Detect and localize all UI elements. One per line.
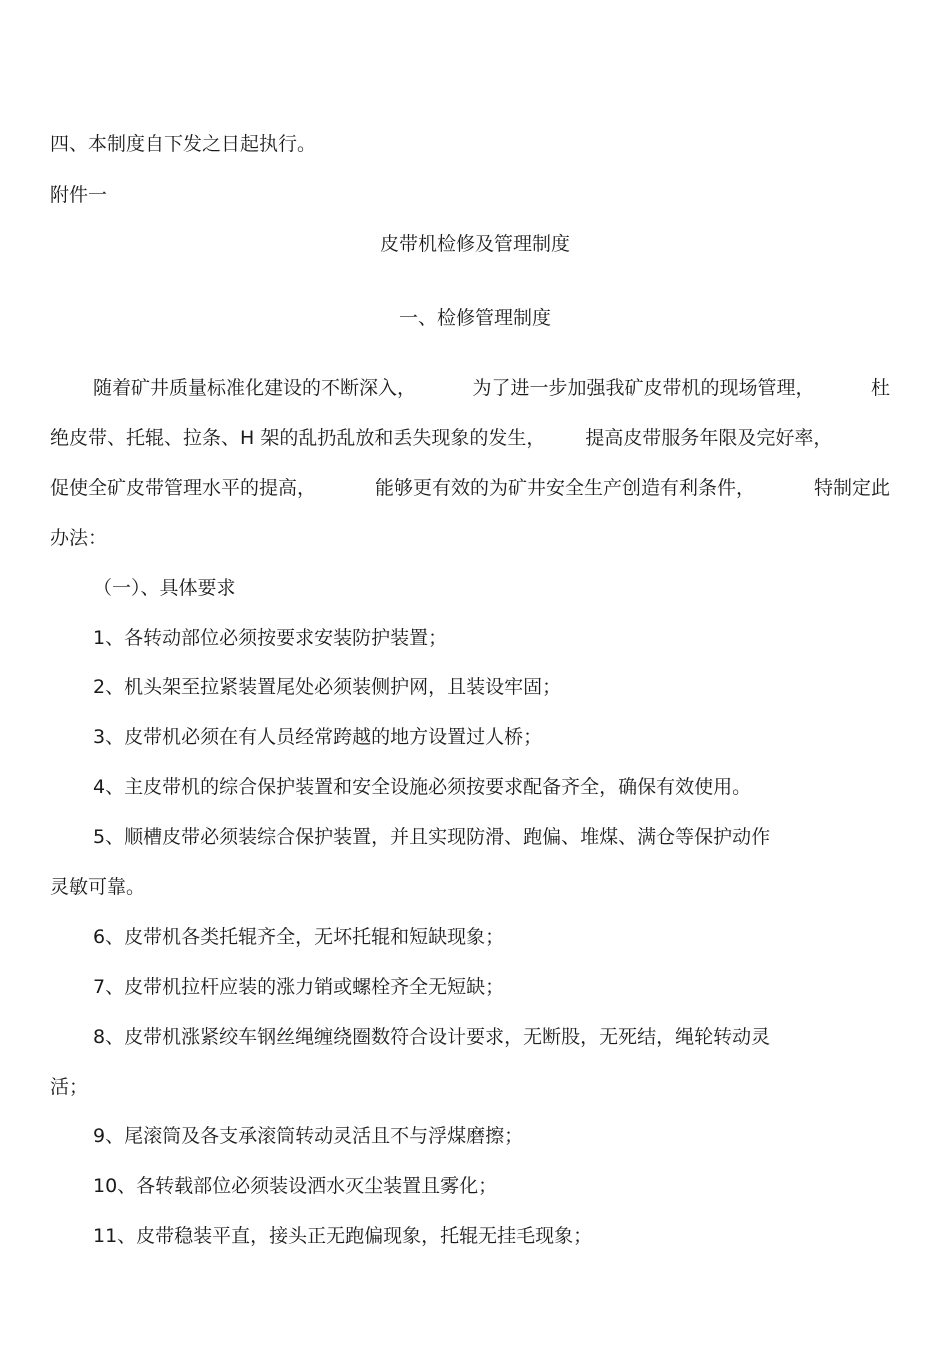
document-title: 皮带机检修及管理制度 bbox=[379, 233, 570, 255]
requirement-item-3: 3、皮带机必须在有人员经常跨越的地方设置过人桥； bbox=[93, 726, 543, 748]
requirement-item-10: 10、各转载部位必须装设洒水灭尘装置且雾化； bbox=[93, 1175, 498, 1197]
subsection-title: （一）、具体要求 bbox=[93, 577, 236, 599]
requirement-item-2: 2、机头架至拉紧装置尾处必须装侧护网，且装设牢固； bbox=[93, 676, 562, 698]
requirement-item-5-continued: 灵敏可靠。 bbox=[50, 876, 146, 898]
requirement-item-11: 11、皮带稳装平直，接头正无跑偏现象，托辊无挂毛现象； bbox=[93, 1225, 593, 1247]
requirement-item-6: 6、皮带机各类托辊齐全，无坏托辊和短缺现象； bbox=[93, 926, 505, 948]
requirement-item-4: 4、主皮带机的综合保护装置和安全设施必须按要求配备齐全，确保有效使用。 bbox=[93, 776, 752, 798]
requirement-item-8: 8、皮带机涨紧绞车钢丝绳缠绕圈数符合设计要求，无断股，无死结，绳轮转动灵 bbox=[93, 1026, 771, 1048]
intro-line-3-part-1: 促使全矿皮带管理水平的提高， bbox=[50, 477, 317, 499]
intro-line-2-part-1: 绝皮带、托辊、拉条、H 架的乱扔乱放和丢失现象的发生， bbox=[50, 427, 546, 449]
requirement-item-8-continued: 活； bbox=[50, 1076, 89, 1098]
intro-line-1-part-2: 为了进一步加强我矿皮带机的现场管理， bbox=[472, 377, 815, 399]
intro-line-3-part-2: 能够更有效的为矿井安全生产创造有利条件， bbox=[374, 477, 755, 499]
intro-line-1 bbox=[50, 375, 890, 401]
intro-line-1-part-1: 随着矿井质量标准化建设的不断深入， bbox=[93, 377, 417, 399]
requirement-item-9: 9、尾滚筒及各支承滚筒转动灵活且不与浮煤磨擦； bbox=[93, 1125, 524, 1147]
attachment-label: 附件一 bbox=[50, 184, 108, 206]
intro-line-3-part-3: 特制定此 bbox=[813, 477, 890, 499]
intro-line-4: 办法： bbox=[50, 527, 108, 549]
requirement-item-1: 1、各转动部位必须按要求安装防护装置； bbox=[93, 627, 448, 649]
intro-line-2-part-2: 提高皮带服务年限及完好率， bbox=[585, 427, 833, 449]
section-title: 一、检修管理制度 bbox=[398, 307, 551, 329]
intro-line-1-part-3: 杜 bbox=[870, 377, 890, 399]
intro-line-3 bbox=[50, 475, 890, 501]
intro-line-2 bbox=[50, 425, 890, 451]
clause-four: 四、本制度自下发之日起执行。 bbox=[50, 133, 317, 155]
requirement-item-7: 7、皮带机拉杆应装的涨力销或螺栓齐全无短缺； bbox=[93, 976, 505, 998]
requirement-item-5: 5、顺槽皮带必须装综合保护装置，并且实现防滑、跑偏、堆煤、满仓等保护动作 bbox=[93, 826, 771, 848]
